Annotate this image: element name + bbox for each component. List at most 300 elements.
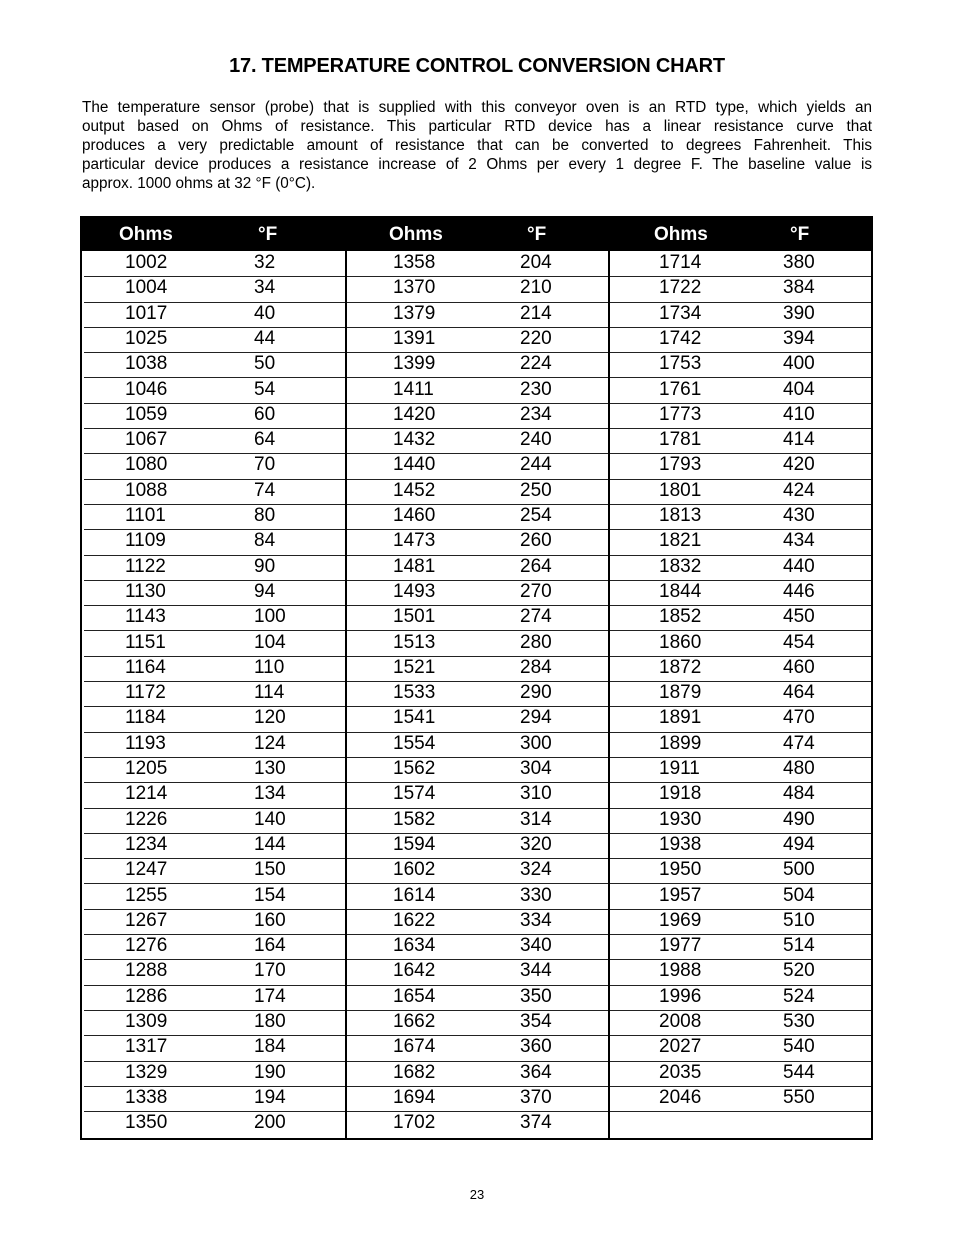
fahrenheit-cell: 294 — [520, 707, 552, 729]
table-row — [610, 555, 871, 581]
table-row — [347, 378, 608, 404]
table-row — [610, 959, 871, 985]
ohms-cell: 1702 — [393, 1112, 436, 1134]
ohms-cell: 1918 — [659, 783, 702, 805]
table-row — [84, 1035, 345, 1061]
table-row — [610, 529, 871, 555]
fahrenheit-cell: 180 — [254, 1011, 286, 1032]
fahrenheit-cell: 234 — [520, 403, 552, 425]
fahrenheit-cell: 440 — [783, 555, 815, 577]
table-row — [610, 681, 871, 707]
fahrenheit-cell: 264 — [520, 555, 552, 577]
fahrenheit-cell: 34 — [254, 277, 276, 299]
table-row — [84, 833, 345, 859]
fahrenheit-cell: 544 — [783, 1061, 815, 1083]
fahrenheit-cell: 454 — [783, 631, 815, 653]
table-row — [610, 1010, 871, 1036]
fahrenheit-cell: 340 — [520, 935, 552, 957]
fahrenheit-cell: 424 — [783, 479, 815, 501]
fahrenheit-cell: 374 — [520, 1112, 552, 1134]
table-row — [84, 378, 345, 404]
ohms-cell: 1420 — [393, 403, 436, 425]
fahrenheit-cell: 250 — [520, 479, 552, 501]
ohms-cell: 1067 — [125, 429, 168, 451]
table-row — [347, 934, 608, 960]
ohms-cell: 1654 — [393, 985, 436, 1007]
fahrenheit-cell: 384 — [783, 277, 815, 299]
ohms-cell: 1247 — [125, 859, 168, 881]
fahrenheit-cell: 520 — [783, 960, 815, 982]
ohms-cell: 1742 — [659, 327, 702, 349]
fahrenheit-cell: 224 — [520, 353, 552, 375]
table-row — [610, 352, 871, 378]
ohms-cell: 1714 — [659, 252, 702, 273]
fahrenheit-cell: 344 — [520, 960, 552, 982]
table-row — [347, 1086, 608, 1112]
table-row — [84, 605, 345, 631]
ohms-cell: 1734 — [659, 302, 702, 324]
ohms-cell: 2008 — [659, 1011, 702, 1032]
table-row — [84, 656, 345, 682]
fahrenheit-cell: 494 — [783, 833, 815, 855]
ohms-cell: 1541 — [393, 707, 436, 729]
fahrenheit-cell: 304 — [520, 758, 552, 779]
ohms-cell: 1017 — [125, 302, 168, 324]
ohms-cell: 1642 — [393, 960, 436, 982]
table-row — [84, 453, 345, 479]
ohms-cell: 1533 — [393, 682, 436, 704]
ohms-cell: 1562 — [393, 758, 436, 779]
ohms-cell: 1025 — [125, 327, 168, 349]
fahrenheit-cell: 114 — [254, 682, 285, 704]
intro-paragraph — [82, 98, 872, 193]
fahrenheit-cell: 44 — [254, 327, 276, 349]
table-header — [82, 218, 871, 251]
fahrenheit-cell: 32 — [254, 252, 276, 273]
fahrenheit-cell: 484 — [783, 783, 815, 805]
ohms-cell: 1164 — [125, 656, 166, 678]
fahrenheit-cell: 420 — [783, 454, 815, 476]
ohms-cell: 1753 — [659, 353, 702, 375]
table-row — [610, 934, 871, 960]
table-row — [84, 1061, 345, 1087]
fahrenheit-cell: 474 — [783, 732, 815, 754]
table-row — [347, 1111, 608, 1136]
table-row — [610, 808, 871, 834]
table-row — [347, 1035, 608, 1061]
fahrenheit-cell: 164 — [254, 935, 286, 957]
fahrenheit-cell: 70 — [254, 454, 276, 476]
fahrenheit-cell: 144 — [254, 833, 286, 855]
ohms-cell: 1801 — [659, 479, 702, 501]
table-row — [610, 706, 871, 732]
fahrenheit-cell: 530 — [783, 1011, 815, 1032]
table-row — [610, 302, 871, 328]
table-row — [347, 858, 608, 884]
fahrenheit-cell: 130 — [254, 758, 286, 779]
ohms-cell: 2035 — [659, 1061, 702, 1083]
table-row — [610, 251, 871, 277]
table-row — [84, 428, 345, 454]
fahrenheit-cell: 220 — [520, 327, 552, 349]
table-column-block — [347, 251, 608, 1138]
ohms-cell: 1276 — [125, 935, 168, 957]
ohms-cell: 1481 — [393, 555, 436, 577]
fahrenheit-cell: 134 — [254, 783, 286, 805]
table-row — [610, 403, 871, 429]
ohms-cell: 1574 — [393, 783, 436, 805]
table-row — [610, 1035, 871, 1061]
table-row — [347, 403, 608, 429]
table-row — [84, 504, 345, 530]
table-row — [84, 631, 345, 657]
table-row — [610, 1061, 871, 1087]
table-row — [347, 909, 608, 935]
fahrenheit-cell: 190 — [254, 1061, 286, 1083]
fahrenheit-cell: 200 — [254, 1112, 286, 1134]
ohms-cell: 1674 — [393, 1036, 436, 1058]
ohms-cell: 1930 — [659, 808, 702, 830]
fahrenheit-cell: 470 — [783, 707, 815, 729]
fahrenheit-cell: 480 — [783, 758, 815, 779]
ohms-cell: 1143 — [125, 606, 166, 628]
table-row — [84, 479, 345, 505]
ohms-cell: 1101 — [125, 505, 166, 526]
ohms-cell: 1172 — [125, 682, 166, 704]
fahrenheit-cell: 240 — [520, 429, 552, 451]
table-row — [347, 959, 608, 985]
fahrenheit-cell: 350 — [520, 985, 552, 1007]
fahrenheit-cell: 254 — [520, 505, 552, 526]
fahrenheit-cell: 400 — [783, 353, 815, 375]
ohms-cell: 1358 — [393, 252, 436, 273]
fahrenheit-cell: 160 — [254, 909, 286, 931]
ohms-cell: 1473 — [393, 530, 436, 552]
table-row — [84, 1111, 345, 1136]
ohms-cell: 1938 — [659, 833, 702, 855]
ohms-cell: 1370 — [393, 277, 436, 299]
fahrenheit-cell: 104 — [254, 631, 286, 653]
ohms-cell: 1255 — [125, 884, 168, 906]
fahrenheit-cell: 150 — [254, 859, 286, 881]
fahrenheit-cell: 364 — [520, 1061, 552, 1083]
ohms-cell: 1996 — [659, 985, 702, 1007]
fahrenheit-cell: 490 — [783, 808, 815, 830]
ohms-cell: 1911 — [659, 758, 700, 779]
fahrenheit-cell: 334 — [520, 909, 552, 931]
intro-line: approx. 1000 ohms at 32 °F (0°C). — [82, 175, 316, 192]
table-row — [610, 656, 871, 682]
table-row — [347, 833, 608, 859]
ohms-cell: 1379 — [393, 302, 436, 324]
fahrenheit-cell: 110 — [254, 656, 285, 678]
ohms-cell: 1634 — [393, 935, 436, 957]
table-row — [610, 378, 871, 404]
conversion-table — [80, 216, 873, 1140]
ohms-cell: 1781 — [659, 429, 702, 451]
fahrenheit-cell: 284 — [520, 656, 552, 678]
table-row — [347, 656, 608, 682]
table-row — [347, 1061, 608, 1087]
fahrenheit-cell: 74 — [254, 479, 276, 501]
ohms-cell: 1046 — [125, 378, 168, 400]
ohms-cell: 1440 — [393, 454, 436, 476]
ohms-cell: 1399 — [393, 353, 436, 375]
fahrenheit-cell: 60 — [254, 403, 276, 425]
table-row — [84, 732, 345, 758]
ohms-cell: 1411 — [393, 378, 434, 400]
fahrenheit-cell: 300 — [520, 732, 552, 754]
ohms-cell: 1288 — [125, 960, 168, 982]
fahrenheit-cell: 174 — [254, 985, 286, 1007]
ohms-cell: 1832 — [659, 555, 702, 577]
fahrenheit-cell: 120 — [254, 707, 286, 729]
ohms-cell: 1205 — [125, 758, 168, 779]
table-row — [610, 453, 871, 479]
ohms-cell: 1977 — [659, 935, 702, 957]
fahrenheit-cell: 390 — [783, 302, 815, 324]
table-row — [84, 884, 345, 910]
fahrenheit-cell: 464 — [783, 682, 815, 704]
ohms-cell: 1860 — [659, 631, 702, 653]
fahrenheit-cell: 434 — [783, 530, 815, 552]
fahrenheit-cell: 194 — [254, 1086, 286, 1108]
ohms-cell: 1286 — [125, 985, 168, 1007]
table-row — [610, 605, 871, 631]
table-row — [84, 808, 345, 834]
fahrenheit-cell: 446 — [783, 580, 815, 602]
table-row — [84, 934, 345, 960]
table-row — [610, 884, 871, 910]
table-row — [347, 453, 608, 479]
table-row — [84, 352, 345, 378]
table-row — [347, 808, 608, 834]
ohms-cell: 1957 — [659, 884, 702, 906]
fahrenheit-cell: 320 — [520, 833, 552, 855]
fahrenheit-cell: 280 — [520, 631, 552, 653]
fahrenheit-cell: 244 — [520, 454, 552, 476]
ohms-cell: 1622 — [393, 909, 436, 931]
header-ohms: Ohms — [389, 224, 443, 245]
ohms-cell: 1329 — [125, 1061, 168, 1083]
fahrenheit-cell: 274 — [520, 606, 552, 628]
ohms-cell: 1554 — [393, 732, 436, 754]
table-row — [84, 327, 345, 353]
table-row — [347, 504, 608, 530]
fahrenheit-cell: 50 — [254, 353, 276, 375]
ohms-cell: 1694 — [393, 1086, 436, 1108]
fahrenheit-cell: 170 — [254, 960, 286, 982]
table-row — [610, 1111, 871, 1136]
fahrenheit-cell: 450 — [783, 606, 815, 628]
fahrenheit-cell: 290 — [520, 682, 552, 704]
table-row — [347, 276, 608, 302]
fahrenheit-cell: 430 — [783, 505, 815, 526]
table-row — [610, 757, 871, 783]
fahrenheit-cell: 40 — [254, 302, 276, 324]
table-row — [84, 403, 345, 429]
table-row — [347, 529, 608, 555]
table-row — [84, 985, 345, 1011]
table-column-block — [610, 251, 871, 1138]
ohms-cell: 1761 — [659, 378, 702, 400]
ohms-cell: 1602 — [393, 859, 436, 881]
ohms-cell: 1722 — [659, 277, 702, 299]
table-row — [347, 580, 608, 606]
table-row — [84, 1086, 345, 1112]
ohms-cell: 1879 — [659, 682, 702, 704]
table-row — [84, 959, 345, 985]
table-row — [610, 504, 871, 530]
ohms-cell: 1002 — [125, 252, 168, 273]
ohms-cell: 1813 — [659, 505, 702, 526]
ohms-cell: 1452 — [393, 479, 436, 501]
fahrenheit-cell: 330 — [520, 884, 552, 906]
fahrenheit-cell: 214 — [520, 302, 552, 324]
table-row — [347, 985, 608, 1011]
table-row — [84, 909, 345, 935]
table-row — [84, 706, 345, 732]
table-row — [84, 302, 345, 328]
ohms-cell: 1950 — [659, 859, 702, 881]
ohms-cell: 1038 — [125, 353, 168, 375]
table-row — [610, 732, 871, 758]
table-row — [347, 302, 608, 328]
fahrenheit-cell: 360 — [520, 1036, 552, 1058]
ohms-cell: 1594 — [393, 833, 436, 855]
fahrenheit-cell: 514 — [783, 935, 815, 957]
fahrenheit-cell: 504 — [783, 884, 815, 906]
fahrenheit-cell: 510 — [783, 909, 815, 931]
fahrenheit-cell: 354 — [520, 1011, 552, 1032]
table-row — [610, 909, 871, 935]
table-row — [84, 782, 345, 808]
ohms-cell: 1350 — [125, 1112, 168, 1134]
table-row — [347, 782, 608, 808]
ohms-cell: 1773 — [659, 403, 702, 425]
ohms-cell: 1521 — [393, 656, 436, 678]
fahrenheit-cell: 90 — [254, 555, 276, 577]
table-row — [610, 479, 871, 505]
ohms-cell: 1338 — [125, 1086, 168, 1108]
fahrenheit-cell: 550 — [783, 1086, 815, 1108]
ohms-cell: 1234 — [125, 833, 168, 855]
header-ohms: Ohms — [119, 224, 173, 245]
ohms-cell: 1130 — [125, 580, 166, 602]
fahrenheit-cell: 124 — [254, 732, 286, 754]
fahrenheit-cell: 140 — [254, 808, 286, 830]
fahrenheit-cell: 310 — [520, 783, 552, 805]
table-row — [347, 251, 608, 277]
fahrenheit-cell: 380 — [783, 252, 815, 273]
fahrenheit-cell: 64 — [254, 429, 276, 451]
header-fahrenheit: °F — [258, 224, 278, 245]
ohms-cell: 1682 — [393, 1061, 436, 1083]
ohms-cell: 1872 — [659, 656, 702, 678]
table-row — [84, 529, 345, 555]
fahrenheit-cell: 184 — [254, 1036, 286, 1058]
ohms-cell: 1109 — [125, 530, 166, 552]
intro-line: output based on Ohms of resistance. This particular RTD device has a linear resistance curve that — [82, 118, 872, 135]
ohms-cell: 1309 — [125, 1011, 168, 1032]
intro-line: particular device produces a resistance increase of 2 Ohms per every 1 degree F. The baseline value is — [82, 156, 872, 173]
table-row — [610, 858, 871, 884]
ohms-cell: 1662 — [393, 1011, 436, 1032]
table-row — [610, 327, 871, 353]
ohms-cell: 1969 — [659, 909, 702, 931]
ohms-cell: 1267 — [125, 909, 168, 931]
ohms-cell: 1193 — [125, 732, 166, 754]
fahrenheit-cell: 230 — [520, 378, 552, 400]
table-row — [347, 479, 608, 505]
ohms-cell: 1080 — [125, 454, 168, 476]
ohms-cell: 1432 — [393, 429, 436, 451]
ohms-cell: 1582 — [393, 808, 436, 830]
table-row — [347, 706, 608, 732]
fahrenheit-cell: 100 — [254, 606, 286, 628]
table-row — [347, 1010, 608, 1036]
table-row — [347, 352, 608, 378]
fahrenheit-cell: 94 — [254, 580, 276, 602]
ohms-cell: 1513 — [393, 631, 436, 653]
fahrenheit-cell: 414 — [783, 429, 815, 451]
ohms-cell: 1226 — [125, 808, 168, 830]
ohms-cell: 1184 — [125, 707, 166, 729]
header-ohms: Ohms — [654, 224, 708, 245]
fahrenheit-cell: 410 — [783, 403, 815, 425]
ohms-cell: 1493 — [393, 580, 436, 602]
ohms-cell: 1391 — [393, 327, 436, 349]
table-row — [610, 985, 871, 1011]
header-fahrenheit: °F — [527, 224, 547, 245]
table-row — [610, 833, 871, 859]
table-row — [610, 580, 871, 606]
table-row — [347, 681, 608, 707]
fahrenheit-cell: 394 — [783, 327, 815, 349]
table-row — [347, 605, 608, 631]
ohms-cell: 2027 — [659, 1036, 702, 1058]
ohms-cell: 1614 — [393, 884, 436, 906]
ohms-cell: 1004 — [125, 277, 168, 299]
table-row — [347, 757, 608, 783]
fahrenheit-cell: 210 — [520, 277, 552, 299]
table-row — [84, 580, 345, 606]
ohms-cell: 1821 — [659, 530, 702, 552]
ohms-cell: 1891 — [659, 707, 702, 729]
fahrenheit-cell: 84 — [254, 530, 276, 552]
table-row — [84, 681, 345, 707]
fahrenheit-cell: 404 — [783, 378, 815, 400]
table-row — [347, 327, 608, 353]
intro-line: The temperature sensor (probe) that is supplied with this conveyor oven is an RTD type, which yields an — [82, 99, 872, 116]
ohms-cell: 1214 — [125, 783, 168, 805]
fahrenheit-cell: 80 — [254, 505, 276, 526]
ohms-cell: 1852 — [659, 606, 702, 628]
intro-line: produces a very predictable amount of resistance that can be converted to degrees Fahrenheit. This — [82, 137, 872, 154]
table-row — [347, 884, 608, 910]
fahrenheit-cell: 314 — [520, 808, 552, 830]
header-fahrenheit: °F — [790, 224, 810, 245]
ohms-cell: 1122 — [125, 555, 166, 577]
ohms-cell: 1988 — [659, 960, 702, 982]
ohms-cell: 1501 — [393, 606, 436, 628]
table-row — [84, 555, 345, 581]
fahrenheit-cell: 260 — [520, 530, 552, 552]
table-row — [610, 428, 871, 454]
ohms-cell: 1844 — [659, 580, 702, 602]
table-row — [347, 428, 608, 454]
table-row — [84, 757, 345, 783]
